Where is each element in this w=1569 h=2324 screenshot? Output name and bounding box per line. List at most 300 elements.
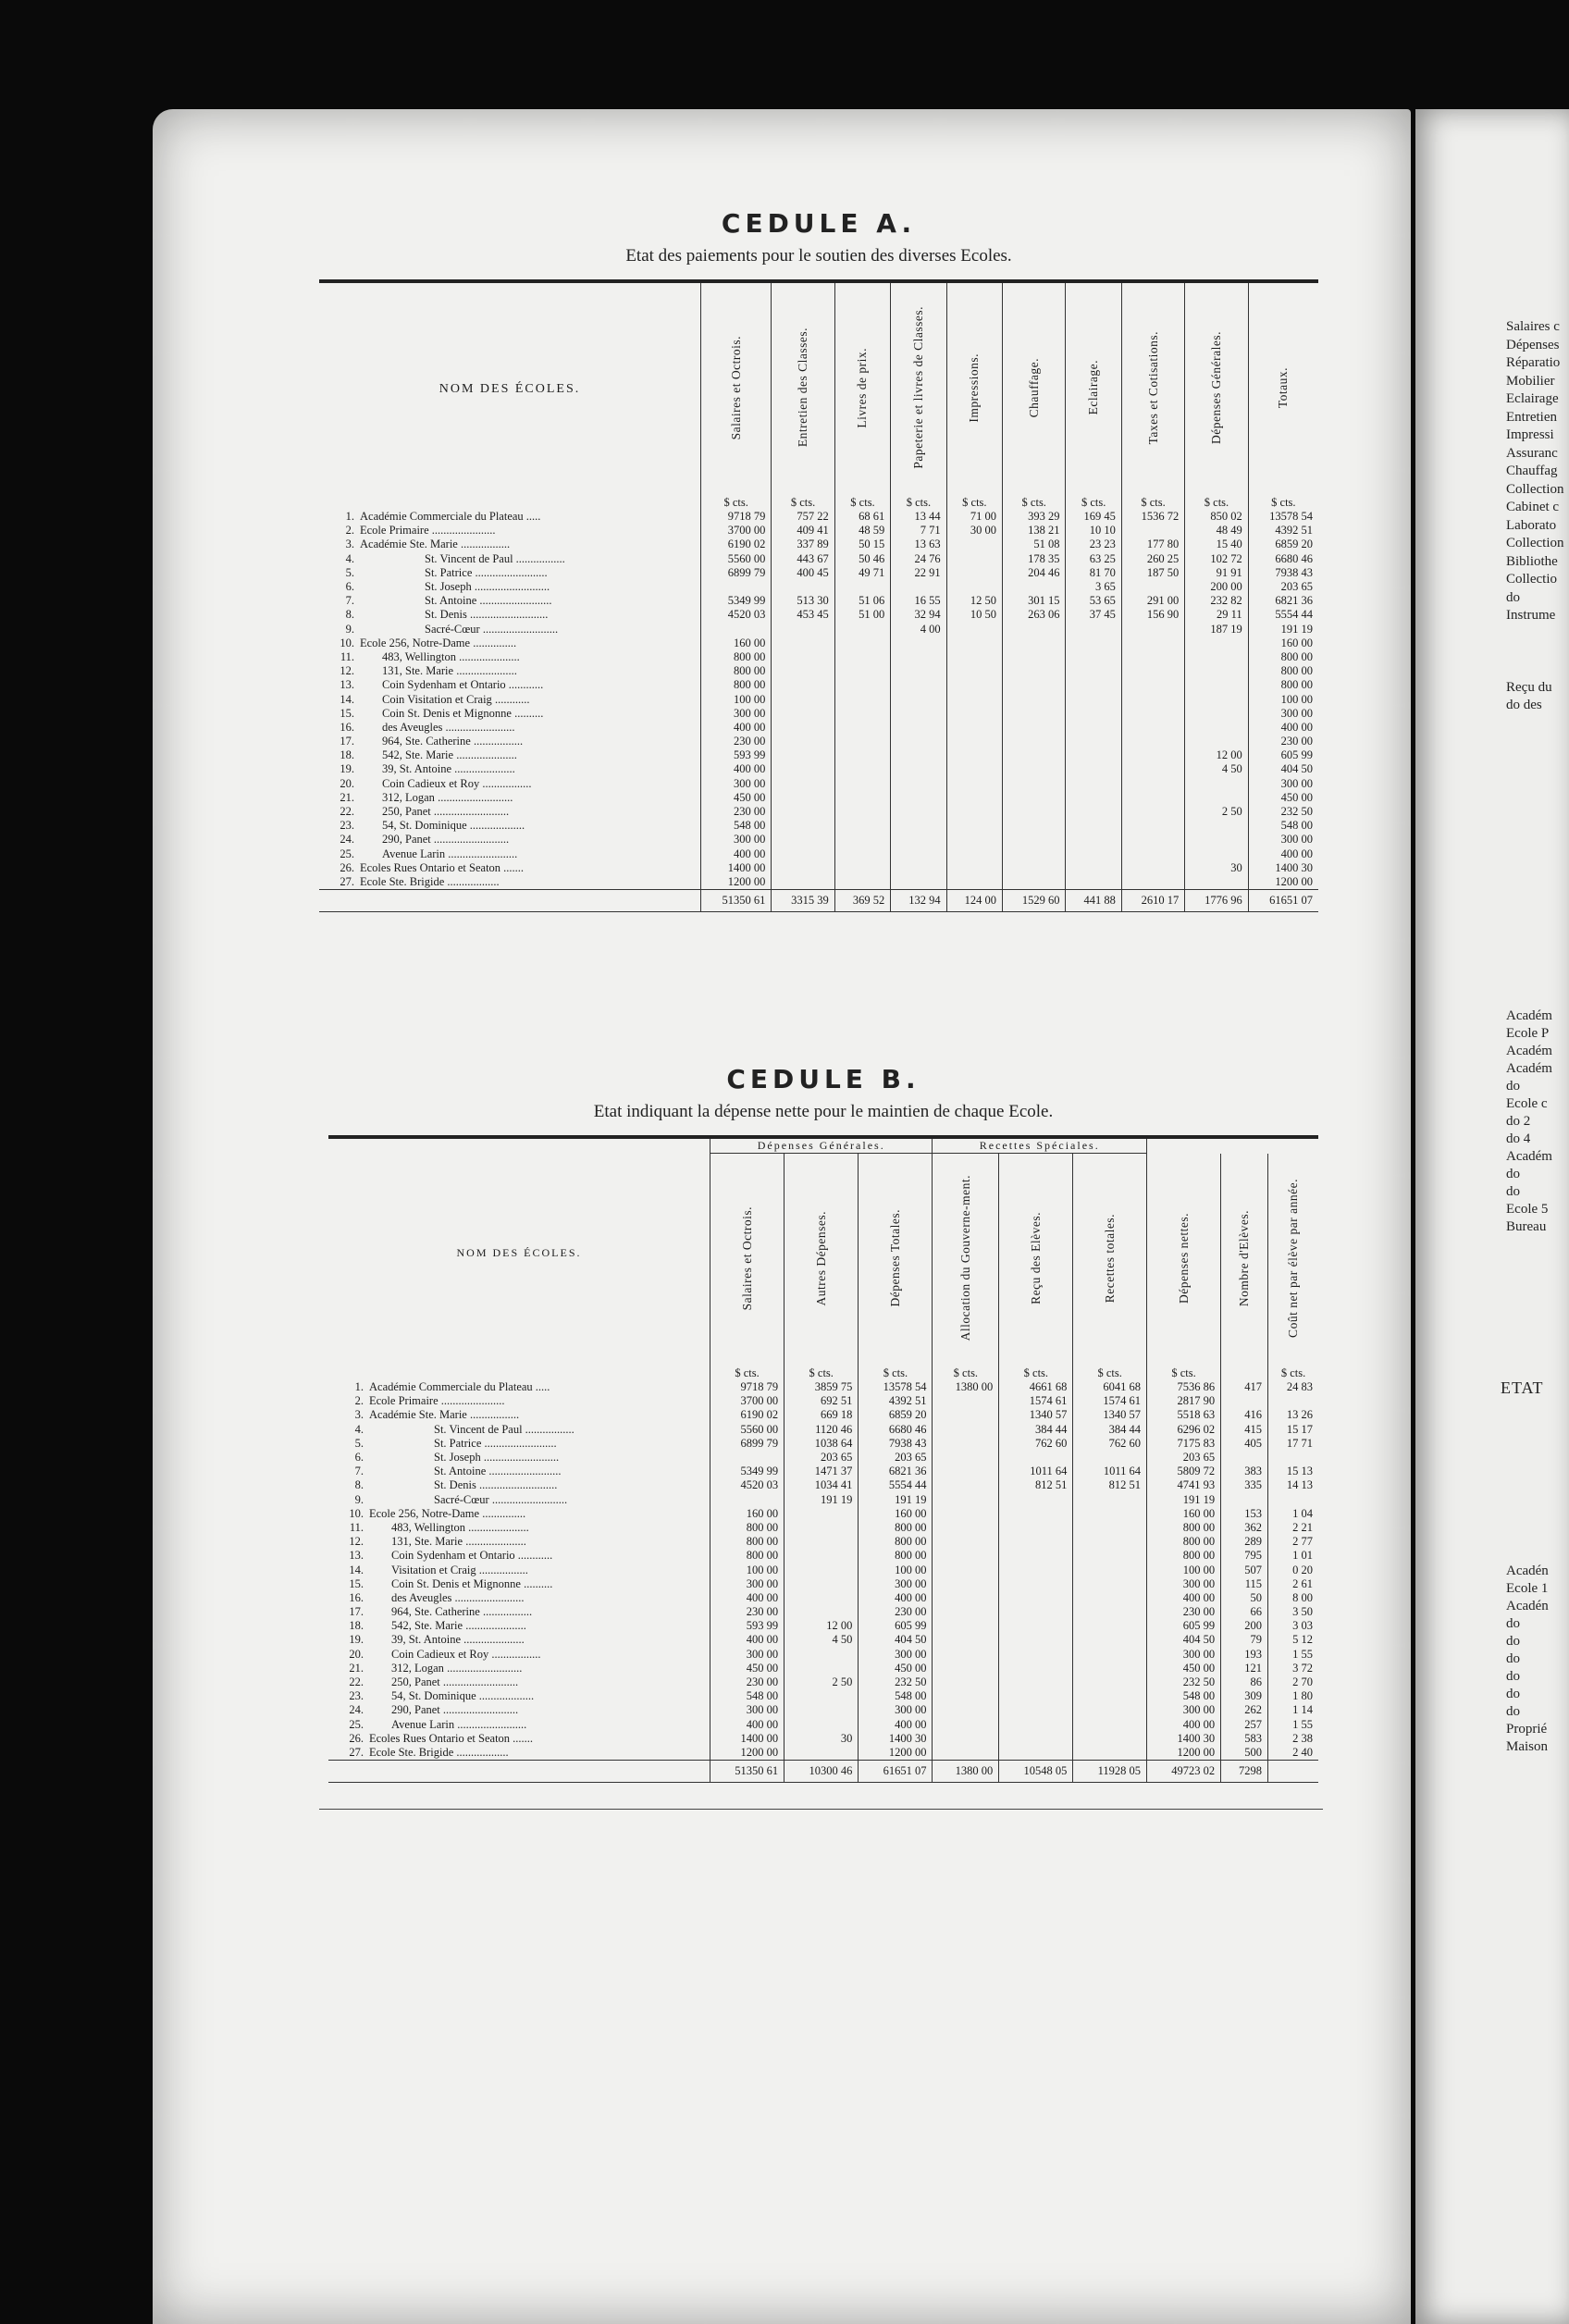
value-cell: 812 51 [999, 1478, 1073, 1492]
cedule-a-title: CEDULE A. [721, 208, 917, 239]
value-cell [784, 1591, 859, 1605]
value-cell [999, 1521, 1073, 1535]
table-row [328, 1493, 1318, 1507]
value-cell [1121, 678, 1184, 692]
value-cell [1003, 748, 1066, 762]
value-cell: 1340 57 [1073, 1408, 1147, 1422]
value-cell [1003, 580, 1066, 594]
value-cell: 362 [1221, 1521, 1268, 1535]
value-cell: 309 [1221, 1689, 1268, 1703]
value-cell [834, 721, 890, 735]
value-cell: 32 94 [891, 608, 946, 622]
column-header-label: Recettes totales. [1102, 1213, 1117, 1304]
value-cell: 115 [1221, 1577, 1268, 1591]
value-cell [1185, 650, 1248, 664]
value-cell [834, 580, 890, 594]
value-cell: 1400 30 [1248, 861, 1318, 875]
value-cell: 12 50 [946, 594, 1002, 608]
value-cell [1066, 861, 1121, 875]
value-cell: 1400 00 [701, 861, 772, 875]
fragment-text: Dépenses [1506, 337, 1560, 352]
row-number: 1. [345, 510, 354, 524]
total-cell: 10300 46 [784, 1761, 859, 1783]
leader-dots: ....... [510, 1731, 534, 1745]
value-cell [946, 819, 1002, 833]
value-cell: 160 00 [701, 637, 772, 650]
school-name: Coin Sydenham et Ontario [382, 678, 506, 692]
value-cell: 7938 43 [1248, 566, 1318, 580]
value-cell [1073, 1619, 1147, 1633]
column-header-label: Eclairage. [1086, 360, 1101, 415]
value-cell [1185, 735, 1248, 748]
value-cell: 1400 30 [1146, 1732, 1220, 1746]
school-name-cell [328, 1689, 710, 1703]
fragment-text: do [1506, 1079, 1520, 1094]
value-cell [1066, 777, 1121, 791]
value-cell: 29 11 [1185, 608, 1248, 622]
value-cell [933, 1746, 999, 1761]
school-name: Ecole Ste. Brigide [360, 874, 445, 888]
school-name: 39, St. Antoine [391, 1633, 462, 1647]
value-cell [1185, 692, 1248, 706]
value-cell: 800 00 [859, 1535, 933, 1549]
value-cell [1221, 1451, 1268, 1465]
value-cell [1066, 637, 1121, 650]
row-number: 10. [349, 1506, 364, 1520]
value-cell [1121, 748, 1184, 762]
value-cell: 187 50 [1121, 566, 1184, 580]
school-name-cell [319, 566, 701, 580]
leader-dots: .................. [453, 1745, 509, 1759]
school-name-cell [328, 1535, 710, 1549]
value-cell [1003, 819, 1066, 833]
value-cell: 230 00 [701, 805, 772, 819]
value-cell: 15 13 [1268, 1465, 1318, 1478]
leader-dots: ....... [500, 860, 525, 874]
school-name: 483, Wellington [382, 649, 457, 663]
value-cell: 203 65 [1146, 1451, 1220, 1465]
value-cell: 230 00 [1248, 735, 1318, 748]
value-cell: 300 00 [1248, 707, 1318, 721]
row-number: 3. [345, 538, 354, 551]
column-header-label: Livres de prix. [855, 347, 870, 428]
value-cell [1073, 1718, 1147, 1732]
value-cell [772, 623, 834, 637]
value-cell [1121, 735, 1184, 748]
table-row [319, 875, 1318, 890]
school-name-cell [319, 623, 701, 637]
value-cell: 22 91 [891, 566, 946, 580]
fragment-text: Laborato [1506, 517, 1557, 533]
value-cell [933, 1591, 999, 1605]
value-cell: 1200 00 [1146, 1746, 1220, 1761]
total-cell [1268, 1761, 1318, 1783]
value-cell [1003, 623, 1066, 637]
value-cell: 2 50 [784, 1675, 859, 1689]
row-number: 5. [345, 565, 354, 579]
column-header-label: Autres Dépenses. [813, 1210, 828, 1306]
column-header [1221, 1154, 1268, 1367]
school-name-cell [319, 594, 701, 608]
leader-dots: ............ [505, 678, 544, 692]
value-cell: 1 14 [1268, 1703, 1318, 1717]
school-name-cell [319, 510, 701, 524]
school-name: St. Vincent de Paul [425, 551, 513, 565]
value-cell: 548 00 [701, 819, 772, 833]
value-cell [891, 833, 946, 847]
value-cell: 1200 00 [710, 1746, 784, 1761]
fragment-text: Salaires c [1506, 319, 1560, 334]
fragment-text: Ecole 1 [1506, 1581, 1549, 1596]
value-cell: 800 00 [701, 664, 772, 678]
value-cell [1073, 1577, 1147, 1591]
school-name: St. Denis [434, 1478, 476, 1492]
school-name-cell [328, 1478, 710, 1492]
totals-row [328, 1761, 1318, 1783]
column-header-label: Nombre d'Elèves. [1237, 1209, 1252, 1306]
value-cell [933, 1577, 999, 1591]
leader-dots: ......................... [472, 565, 548, 579]
value-cell: 300 00 [701, 707, 772, 721]
value-cell: 5554 44 [1248, 608, 1318, 622]
value-cell [772, 664, 834, 678]
fragment-text: do [1506, 1184, 1520, 1199]
table-row [319, 735, 1318, 748]
value-cell [999, 1633, 1073, 1647]
value-cell: 4520 03 [701, 608, 772, 622]
value-cell: 156 90 [1121, 608, 1184, 622]
leader-dots: .......................... [439, 1703, 519, 1717]
row-number: 21. [340, 790, 354, 804]
value-cell: 203 65 [1248, 580, 1318, 594]
value-cell: 204 46 [1003, 566, 1066, 580]
value-cell [1121, 777, 1184, 791]
value-cell: 100 00 [701, 692, 772, 706]
value-cell [1121, 580, 1184, 594]
value-cell [834, 805, 890, 819]
school-name: Coin Cadieux et Roy [391, 1647, 489, 1661]
value-cell: 800 00 [1248, 678, 1318, 692]
value-cell [933, 1563, 999, 1576]
value-cell: 1011 64 [1073, 1465, 1147, 1478]
value-cell [1066, 678, 1121, 692]
school-name: 54, St. Dominique [382, 819, 467, 833]
cedule-b-section [328, 1064, 1318, 1810]
leader-dots: .......................... [439, 1675, 519, 1689]
cedule-b-bottom-rule [319, 1809, 1323, 1810]
table-row [328, 1465, 1318, 1478]
value-cell [784, 1577, 859, 1591]
value-cell [1073, 1605, 1147, 1619]
table-row [319, 762, 1318, 776]
total-cell: 132 94 [891, 890, 946, 912]
value-cell: 800 00 [859, 1549, 933, 1563]
table-row [328, 1521, 1318, 1535]
school-name-cell [328, 1619, 710, 1633]
value-cell: 230 00 [1146, 1605, 1220, 1619]
table-row [319, 819, 1318, 833]
value-cell [1268, 1451, 1318, 1465]
value-cell: 193 [1221, 1648, 1268, 1662]
school-name: 290, Panet [391, 1703, 440, 1717]
school-name: 964, Ste. Catherine [382, 735, 471, 748]
value-cell [946, 833, 1002, 847]
school-name-cell [328, 1451, 710, 1465]
value-cell: 1200 00 [1248, 875, 1318, 890]
value-cell: 800 00 [710, 1535, 784, 1549]
row-number: 5. [354, 1436, 364, 1450]
value-cell [1185, 847, 1248, 861]
table-row [319, 580, 1318, 594]
fragment-text: Académ [1506, 1008, 1552, 1023]
column-header [834, 283, 890, 496]
value-cell: 6859 20 [859, 1408, 933, 1422]
value-cell [1121, 664, 1184, 678]
value-cell: 453 45 [772, 608, 834, 622]
value-cell [1066, 875, 1121, 890]
value-cell: 6821 36 [859, 1465, 933, 1478]
value-cell: 48 49 [1185, 524, 1248, 538]
row-number: 13. [349, 1549, 364, 1563]
school-name-cell [328, 1648, 710, 1662]
value-cell: 795 [1221, 1549, 1268, 1563]
school-name-cell [319, 721, 701, 735]
value-cell [999, 1662, 1073, 1675]
value-cell: 800 00 [1248, 664, 1318, 678]
value-cell [1003, 833, 1066, 847]
table-row [319, 805, 1318, 819]
value-cell: 0 20 [1268, 1563, 1318, 1576]
value-cell [772, 833, 834, 847]
leader-dots: ..................... [451, 762, 515, 776]
value-cell [946, 664, 1002, 678]
value-cell [1185, 777, 1248, 791]
value-cell: 262 [1221, 1703, 1268, 1717]
value-cell [772, 678, 834, 692]
value-cell: 63 25 [1066, 552, 1121, 566]
value-cell [1066, 805, 1121, 819]
fragment-text: Cabinet c [1506, 500, 1560, 514]
school-name-cell [319, 847, 701, 861]
value-cell: 6190 02 [710, 1408, 784, 1422]
value-cell: 1 80 [1268, 1689, 1318, 1703]
value-cell [891, 791, 946, 805]
school-name: 250, Panet [382, 805, 431, 819]
leader-dots: .......... [520, 1576, 553, 1590]
table-row [319, 510, 1318, 524]
leader-dots: ................... [476, 1689, 535, 1703]
value-cell [946, 566, 1002, 580]
unit-label: $ cts. [1073, 1366, 1147, 1380]
leader-dots: ............ [514, 1549, 553, 1563]
value-cell [1185, 833, 1248, 847]
value-cell [834, 861, 890, 875]
school-name-cell [319, 748, 701, 762]
value-cell: 450 00 [701, 791, 772, 805]
school-name: St. Vincent de Paul [434, 1422, 523, 1436]
value-cell [933, 1549, 999, 1563]
value-cell [1066, 692, 1121, 706]
value-cell [1121, 805, 1184, 819]
value-cell: 160 00 [710, 1507, 784, 1521]
value-cell: 4392 51 [1248, 524, 1318, 538]
value-cell: 1011 64 [999, 1465, 1073, 1478]
value-cell: 1034 41 [784, 1478, 859, 1492]
column-header-label: Dépenses nettes. [1176, 1212, 1191, 1304]
value-cell: 191 19 [784, 1493, 859, 1507]
school-name: 39, St. Antoine [382, 762, 452, 776]
row-number: 19. [340, 762, 354, 776]
value-cell: 30 [1185, 861, 1248, 875]
row-number: 25. [340, 847, 354, 860]
leader-dots: ..................... [463, 1619, 526, 1633]
value-cell [772, 721, 834, 735]
table-row [328, 1577, 1318, 1591]
leader-dots: ..................... [453, 664, 517, 678]
table-row [319, 791, 1318, 805]
unit-label: $ cts. [859, 1366, 933, 1380]
leader-dots: ................. [522, 1422, 574, 1436]
value-cell: 1400 30 [859, 1732, 933, 1746]
table-row [319, 538, 1318, 551]
value-cell [1121, 847, 1184, 861]
row-number: 22. [340, 805, 354, 819]
value-cell [1003, 805, 1066, 819]
value-cell: 300 00 [710, 1577, 784, 1591]
school-name-cell [328, 1563, 710, 1576]
value-cell: 800 00 [701, 678, 772, 692]
school-name-cell [319, 777, 701, 791]
fragment-text: Acadén [1506, 1599, 1549, 1613]
value-cell [891, 777, 946, 791]
value-cell [834, 623, 890, 637]
fragment-text: Académ [1506, 1061, 1552, 1076]
value-cell: 400 00 [710, 1633, 784, 1647]
school-name-cell [319, 524, 701, 538]
value-cell: 191 19 [859, 1493, 933, 1507]
value-cell [784, 1746, 859, 1761]
value-cell [891, 650, 946, 664]
column-header-label: Impressions. [967, 352, 982, 423]
value-cell [772, 707, 834, 721]
value-cell [999, 1718, 1073, 1732]
row-number: 11. [349, 1520, 364, 1534]
school-name: Ecoles Rues Ontario et Seaton [360, 860, 501, 874]
value-cell [933, 1662, 999, 1675]
row-number: 4. [354, 1422, 364, 1436]
leader-dots: ................. [476, 1563, 528, 1576]
value-cell: 1200 00 [859, 1746, 933, 1761]
value-cell [772, 805, 834, 819]
value-cell [946, 721, 1002, 735]
value-cell: 7 71 [891, 524, 946, 538]
value-cell [772, 650, 834, 664]
school-name: 483, Wellington [391, 1520, 466, 1534]
value-cell: 800 00 [1248, 650, 1318, 664]
row-number: 20. [340, 776, 354, 790]
value-cell [891, 707, 946, 721]
value-cell: 2 38 [1268, 1732, 1318, 1746]
value-cell [1003, 664, 1066, 678]
school-name: St. Joseph [425, 580, 472, 594]
value-cell [1221, 1394, 1268, 1408]
value-cell [999, 1689, 1073, 1703]
school-name-cell [328, 1633, 710, 1647]
value-cell [1121, 833, 1184, 847]
value-cell [784, 1689, 859, 1703]
unit-label: $ cts. [933, 1366, 999, 1380]
value-cell [933, 1478, 999, 1492]
value-cell: 6296 02 [1146, 1423, 1220, 1437]
value-cell: 4392 51 [859, 1394, 933, 1408]
value-cell: 1 55 [1268, 1648, 1318, 1662]
school-name: St. Antoine [434, 1465, 487, 1478]
value-cell: 6821 36 [1248, 594, 1318, 608]
leader-dots: ..................... [456, 649, 520, 663]
school-name: 290, Panet [382, 833, 431, 847]
value-cell [933, 1718, 999, 1732]
school-name-cell [319, 538, 701, 551]
value-cell [946, 580, 1002, 594]
value-cell: 51 00 [834, 608, 890, 622]
value-cell: 3 50 [1268, 1605, 1318, 1619]
value-cell: 2817 90 [1146, 1394, 1220, 1408]
school-name: St. Joseph [434, 1451, 481, 1465]
value-cell [1121, 623, 1184, 637]
value-cell: 50 15 [834, 538, 890, 551]
value-cell: 230 00 [710, 1675, 784, 1689]
value-cell: 593 99 [710, 1619, 784, 1633]
table-row [319, 847, 1318, 861]
school-name-cell [328, 1732, 710, 1746]
value-cell [946, 552, 1002, 566]
value-cell [784, 1703, 859, 1717]
value-cell [1121, 637, 1184, 650]
value-cell [834, 650, 890, 664]
value-cell: 400 00 [710, 1591, 784, 1605]
value-cell: 232 50 [859, 1675, 933, 1689]
value-cell [772, 735, 834, 748]
value-cell [1185, 707, 1248, 721]
fragment-text: Instrume [1506, 608, 1556, 623]
value-cell [946, 637, 1002, 650]
value-cell: 5518 63 [1146, 1408, 1220, 1422]
unit-label: $ cts. [834, 496, 890, 510]
value-cell [710, 1493, 784, 1507]
school-name: Ecole Ste. Brigide [369, 1745, 454, 1759]
school-name-cell [328, 1394, 710, 1408]
value-cell: 81 70 [1066, 566, 1121, 580]
value-cell: 301 15 [1003, 594, 1066, 608]
value-cell [946, 538, 1002, 551]
value-cell [1185, 721, 1248, 735]
value-cell: 4 00 [891, 623, 946, 637]
value-cell: 13 63 [891, 538, 946, 551]
value-cell [1003, 861, 1066, 875]
value-cell: 5809 72 [1146, 1465, 1220, 1478]
value-cell [784, 1662, 859, 1675]
value-cell [1121, 692, 1184, 706]
value-cell: 13578 54 [1248, 510, 1318, 524]
school-name-cell [319, 664, 701, 678]
leader-dots: ................. [466, 1408, 520, 1422]
unit-label [1221, 1366, 1268, 1380]
value-cell: 100 00 [1248, 692, 1318, 706]
unit-label: $ cts. [1121, 496, 1184, 510]
school-name-cell [319, 637, 701, 650]
value-cell: 6899 79 [710, 1437, 784, 1451]
column-header [1066, 283, 1121, 496]
